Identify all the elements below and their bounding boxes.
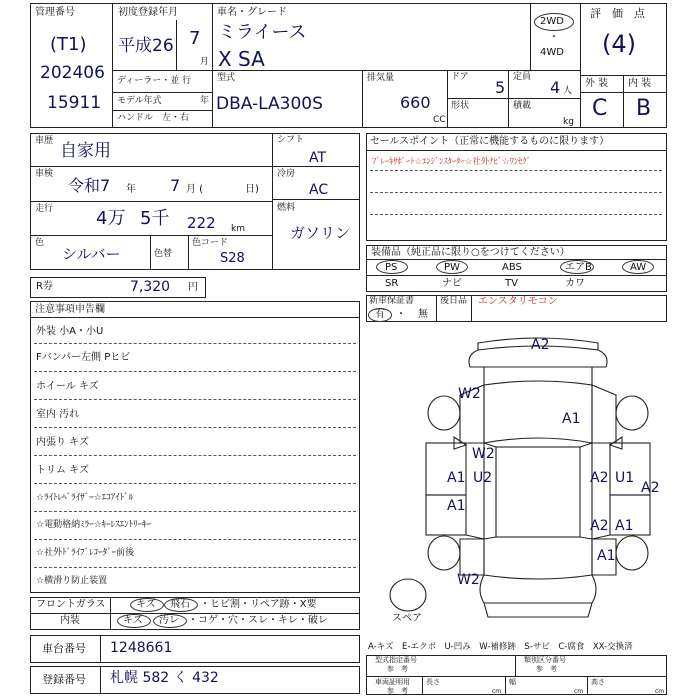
grade: X SA (218, 47, 265, 71)
katashiki-label: 型式 (217, 73, 236, 83)
kanri-t: (T1) (50, 34, 87, 55)
front-hiseki: 飛石 (170, 599, 190, 610)
drive-4wd: 4WD (540, 47, 564, 58)
note-separator (34, 511, 356, 512)
equip-abs: ABS (502, 262, 522, 273)
note-separator (34, 539, 356, 540)
equip-navi: ナビ (442, 278, 462, 289)
cooler: AC (309, 182, 329, 198)
kanri-num2: 15911 (47, 93, 102, 113)
damage-mark: A1 (615, 518, 634, 534)
equipment-label: 装備品（純正品に限り○をつけてください） (371, 247, 570, 258)
sales-label: セールスポイント（正常に機能するものに限ります） (370, 136, 610, 147)
shift: AT (309, 150, 327, 166)
note-separator (34, 343, 356, 344)
damage-mark: U2 (473, 470, 493, 486)
note-item: ☆横滑り防止装置 (36, 576, 108, 586)
colorcode: S28 (220, 251, 245, 266)
interior-yogore: 汚レ (159, 615, 179, 626)
equip-aw: AW (630, 262, 647, 273)
note-item: 内張り キズ (36, 437, 89, 448)
nagasa-label: 長さ (426, 678, 440, 686)
daiban-label: 車台番号 (42, 642, 86, 655)
equip-airbag: エアB (565, 262, 592, 273)
door: 5 (495, 78, 506, 97)
interior-kizu: キズ (123, 615, 143, 626)
displacement: 660 (400, 93, 431, 112)
note-item: ☆社外ﾄﾞﾗｲﾌﾞﾚｺｰﾀﾞｰ前後 (36, 548, 135, 558)
cooler-label: 冷房 (277, 169, 296, 179)
shomei-label: 車両証明用 (375, 678, 410, 686)
kanri-label: 管理番号 (35, 7, 75, 18)
warranty-label: 新車保証書 (369, 296, 415, 306)
hyoka-score: (4) (602, 30, 636, 58)
note-item: Fバンパー左側 Pヒビ (36, 352, 131, 363)
interior-rest: ・コゲ・穴・スレ・キレ・破レ (188, 615, 328, 626)
note-separator (34, 399, 356, 400)
shareki-label: 車歴 (35, 136, 54, 146)
note-item: 室内 汚れ (36, 409, 80, 420)
front-kizu: キズ (136, 599, 156, 610)
note-item: 外装 小A・小U (36, 326, 104, 337)
carname: ミライース (218, 22, 307, 43)
drive-dot: ・ (549, 32, 559, 43)
damage-mark: A1 (597, 548, 616, 564)
rken-box (30, 277, 206, 298)
katashiki-shitei-label: 型式指定番号 (375, 656, 417, 664)
colorcode-label: 色コード (192, 238, 229, 248)
shodo-era: 平成26 (118, 36, 174, 56)
note-separator (34, 455, 356, 456)
model-year-label: モデル年式 (117, 96, 162, 106)
toroku: 札幌 582 く 432 (110, 670, 219, 686)
note-item: トリム キズ (36, 465, 89, 476)
kanri-num1: 202406 (40, 63, 105, 83)
note-separator (34, 483, 356, 484)
atohin-value: エンスタリモコン (478, 296, 558, 307)
damage-legend: A-キズ E-エクボ U-凹み W-補修跡 S-サビ C-腐食 XX-交換済 (368, 642, 633, 652)
sansho-label: 参 考 (387, 665, 408, 673)
front-glass-label: フロントガラス (36, 599, 106, 610)
damage-mark: W2 (457, 572, 480, 588)
drive-2wd: 2WD (540, 16, 564, 27)
gaiso-label: 外 装 (585, 78, 609, 89)
color: シルバー (62, 245, 121, 263)
note-separator (34, 567, 356, 568)
load-label: 積載 (513, 101, 532, 111)
rken-value: 7,320 (130, 279, 171, 295)
shareki: 自家用 (60, 141, 111, 161)
shape-label: 形状 (451, 101, 470, 111)
shaken-label: 車検 (35, 169, 54, 179)
irokae-label: 色替 (154, 249, 173, 259)
shaken-year-unit: 年 (126, 184, 136, 195)
spare-label: スペア (392, 613, 422, 624)
carname-label: 車名・グレード (217, 7, 287, 18)
sales-text: ﾌﾞﾚｰｷｻﾎﾟｰﾄ☆ｴﾝｼﾞﾝｽﾀｰﾀｰ☆社外ﾅﾋﾞ☆ﾜﾝｾｸﾞ (372, 157, 531, 167)
shaken-month-unit: 月 ( (186, 184, 204, 195)
capacity-unit: 人 (563, 86, 573, 96)
dealer-label: ディーラー・並 行 (117, 76, 192, 86)
capacity: 4 (550, 78, 561, 97)
capacity-label: 定員 (513, 72, 532, 82)
cm-unit-1: cm (492, 688, 502, 695)
atohin-label: 後日品 (440, 296, 468, 306)
equip-pw: PW (444, 262, 460, 273)
mileage-man: 4万 (96, 208, 126, 229)
interior-label: 内装 (60, 615, 80, 626)
damage-mark: A2 (641, 480, 660, 496)
model-year-unit: 年 (200, 96, 210, 106)
notes-label: 注意事項申告欄 (35, 304, 105, 315)
warranty-yes: 有 (375, 309, 385, 320)
mileage-sen: 5千 (140, 208, 170, 229)
cc-unit: CC (433, 115, 446, 125)
toroku-label: 登録番号 (42, 673, 86, 686)
note-separator (34, 427, 356, 428)
damage-mark: A1 (447, 470, 466, 486)
displacement-label: 排気量 (367, 73, 395, 83)
kg-unit: kg (563, 117, 574, 127)
km-unit: km (231, 224, 245, 234)
fuel: ガソリン (290, 224, 351, 242)
equip-tv: TV (505, 278, 518, 289)
rken-label: R券 (36, 281, 53, 292)
cm-unit-2: cm (574, 688, 584, 695)
door-label: ドア (451, 72, 469, 82)
shaken-era: 令和7 (68, 176, 111, 195)
damage-mark: W2 (458, 386, 481, 402)
warranty-no: 無 (418, 309, 428, 320)
color-label: 色 (35, 238, 45, 248)
front-rest: ・ヒビ割・リペア跡・X要 (200, 599, 317, 610)
katashiki: DBA-LA300S (216, 94, 323, 114)
shodo-month-unit: 月 (200, 57, 210, 67)
handle-label: ハンドル 左・右 (117, 113, 190, 123)
hyoka-label: 評 価 点 (590, 7, 645, 20)
daiban: 1248661 (110, 640, 173, 656)
sansho-label-3: 参 考 (387, 687, 408, 695)
equip-ps: PS (385, 262, 398, 273)
warranty-sep: ・ (396, 309, 406, 320)
shaken-month: 7 (170, 176, 181, 195)
damage-mark: U1 (615, 470, 635, 486)
ruibetsu-label: 類別区分番号 (524, 656, 566, 664)
gaiso-grade: C (592, 96, 608, 121)
damage-mark: A1 (562, 411, 581, 427)
note-item: ☆電動格納ﾐﾗｰ☆ｷｰﾚｽｴﾝﾄﾘｰｷｰ (36, 520, 152, 530)
shaken-day-unit: 日) (245, 184, 259, 195)
damage-mark: A1 (447, 498, 466, 514)
note-separator (34, 371, 356, 372)
damage-mark: A2 (590, 518, 609, 534)
damage-mark: A2 (531, 337, 550, 353)
soko-label: 走行 (35, 204, 54, 214)
equip-sr: SR (385, 278, 399, 289)
takasa-label: 高さ (591, 678, 605, 686)
damage-mark: A2 (590, 470, 609, 486)
naiso-grade: B (636, 96, 652, 121)
naiso-label: 内 装 (628, 78, 652, 89)
note-item: ホイール キズ (36, 381, 99, 392)
shift-label: シフト (277, 135, 305, 145)
shodo-month: 7 (189, 28, 201, 49)
shodo-label: 初度登録年月 (118, 7, 178, 18)
haba-label: 幅 (509, 678, 516, 686)
note-item: ☆ﾗｲﾄﾚﾍﾞﾗｲｻﾞｰ☆ｴｺｱｲﾄﾞﾙ (36, 493, 134, 503)
rken-yen: 円 (188, 282, 198, 293)
equip-leather: カワ (565, 278, 585, 289)
mileage-rest: 222 (187, 214, 216, 232)
cm-unit-3: cm (655, 688, 665, 695)
fuel-label: 燃料 (277, 203, 296, 213)
sansho-label-2: 参 考 (536, 665, 557, 673)
damage-mark: W2 (472, 446, 495, 462)
